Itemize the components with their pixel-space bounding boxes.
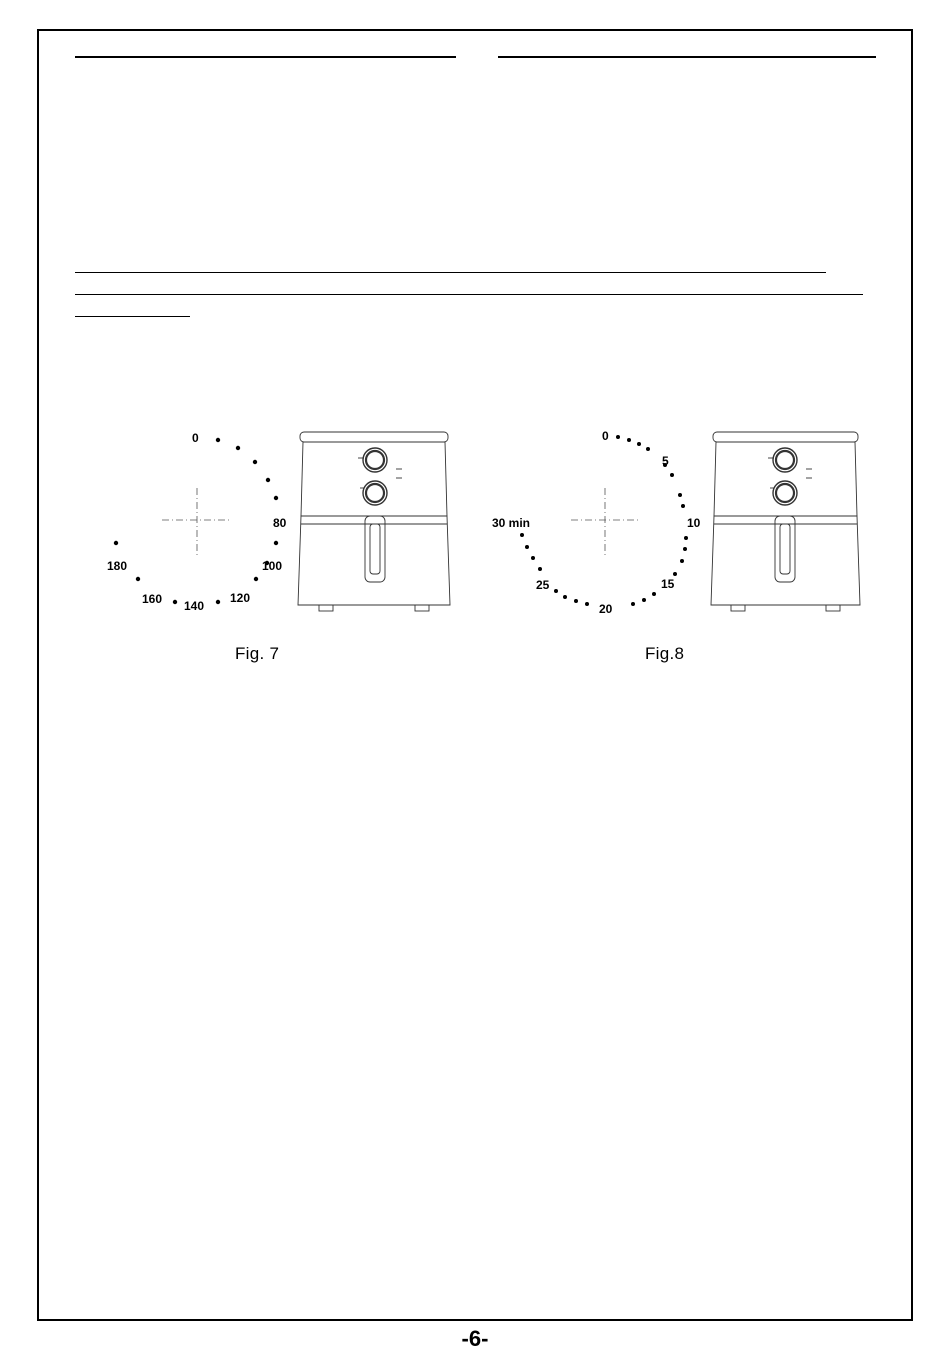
- dial-label-30-min: 30 min: [492, 516, 531, 530]
- figure-7-caption: Fig. 7: [235, 644, 280, 663]
- dial-label-160: 160: [142, 592, 163, 606]
- figure-timer-dial: [492, 420, 905, 663]
- dial-label-120: 120: [230, 591, 251, 605]
- temperature-dial-diagram: [100, 420, 500, 625]
- dial-label-5: 5: [662, 454, 669, 468]
- page-number: -6-: [461, 1326, 489, 1351]
- dial-label-80: 80: [273, 516, 287, 530]
- page-border: [37, 29, 913, 1321]
- dial-label-10: 10: [687, 516, 701, 530]
- text-rule-2: [75, 294, 863, 295]
- temperature-dial-dots: [114, 438, 278, 604]
- timer-dial-diagram: [492, 420, 905, 625]
- dial-label-20: 20: [599, 602, 613, 616]
- dial-label-180: 180: [107, 559, 128, 573]
- air-fryer-illustration: [298, 432, 450, 611]
- dial-label-0: 0: [602, 429, 609, 443]
- heading-rule-right: [498, 56, 876, 58]
- dial-label-100: 100: [262, 559, 283, 573]
- text-rule-1: [75, 272, 826, 273]
- figure-8-caption: Fig.8: [645, 644, 685, 663]
- figure-temperature-dial: [100, 420, 500, 663]
- text-rule-3: [75, 316, 190, 317]
- dial-label-25: 25: [536, 578, 550, 592]
- air-fryer-illustration: [711, 432, 860, 611]
- dial-label-140: 140: [184, 599, 205, 613]
- heading-rule-left: [75, 56, 456, 58]
- dial-label-15: 15: [661, 577, 675, 591]
- dial-label-0: 0: [192, 431, 199, 445]
